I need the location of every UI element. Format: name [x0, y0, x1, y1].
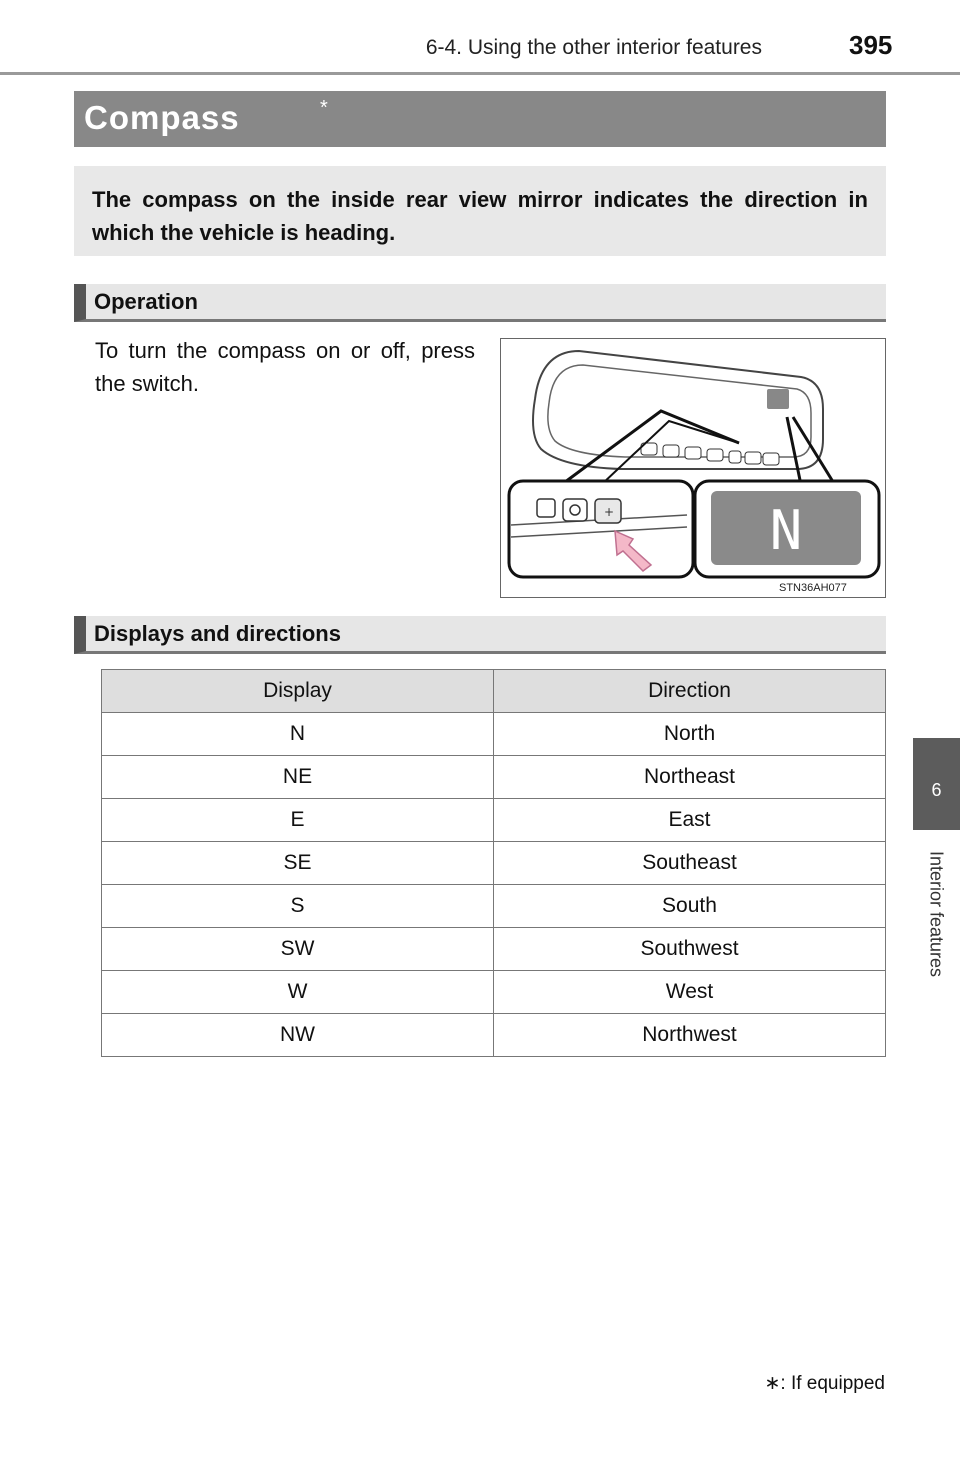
table-row	[102, 928, 886, 971]
svg-text:+: +	[604, 505, 615, 519]
direction-cell: North	[494, 713, 886, 756]
display-cell: NW	[102, 1014, 494, 1057]
table-row	[102, 885, 886, 928]
table-row	[102, 842, 886, 885]
display-cell: SW	[102, 928, 494, 971]
display-letter: N	[769, 499, 803, 562]
display-cell: N	[102, 713, 494, 756]
directions-table	[101, 669, 886, 1057]
table-row	[102, 799, 886, 842]
section-heading-operation	[74, 284, 886, 322]
display-cell: W	[102, 971, 494, 1014]
display-cell: E	[102, 799, 494, 842]
footnote: ∗: If equipped	[764, 1373, 885, 1394]
header-direction: Direction	[494, 670, 886, 713]
chapter-tab[interactable]	[913, 738, 960, 830]
direction-cell: South	[494, 885, 886, 928]
section-heading-text: Operation	[94, 289, 198, 314]
chapter-number: 6	[931, 780, 942, 800]
mirror-drawing	[501, 339, 887, 599]
display-cell: SE	[102, 842, 494, 885]
table-header-row	[102, 670, 886, 713]
page-number: 395	[849, 30, 893, 60]
display-cell: NE	[102, 756, 494, 799]
direction-cell: West	[494, 971, 886, 1014]
mirror-display	[767, 389, 789, 409]
table-row	[102, 1014, 886, 1057]
direction-cell: Northeast	[494, 756, 886, 799]
table-row	[102, 756, 886, 799]
table-row	[102, 971, 886, 1014]
direction-cell: Southeast	[494, 842, 886, 885]
page-title: Compass	[84, 99, 240, 136]
operation-text: To turn the compass on or off, press the switch.	[95, 338, 475, 396]
section-title: 6-4. Using the other interior features	[425, 36, 762, 59]
title-asterisk: *	[320, 97, 328, 119]
chapter-label: Interior features	[926, 850, 947, 978]
section-heading-text: Displays and directions	[94, 621, 341, 646]
figure-code: STN36AH077	[779, 582, 847, 594]
direction-cell: Northwest	[494, 1014, 886, 1057]
display-cell: S	[102, 885, 494, 928]
direction-cell: Southwest	[494, 928, 886, 971]
direction-cell: East	[494, 799, 886, 842]
zoom-panel-buttons	[509, 481, 693, 577]
header-divider	[0, 72, 960, 75]
section-heading-displays	[74, 616, 886, 654]
table-row	[102, 713, 886, 756]
header-display: Display	[102, 670, 494, 713]
title-bar	[74, 91, 886, 147]
intro-box: The compass on the inside rear view mirror indicates the direction in which the vehicle is heading.	[74, 166, 886, 256]
mirror-illustration	[500, 338, 886, 598]
